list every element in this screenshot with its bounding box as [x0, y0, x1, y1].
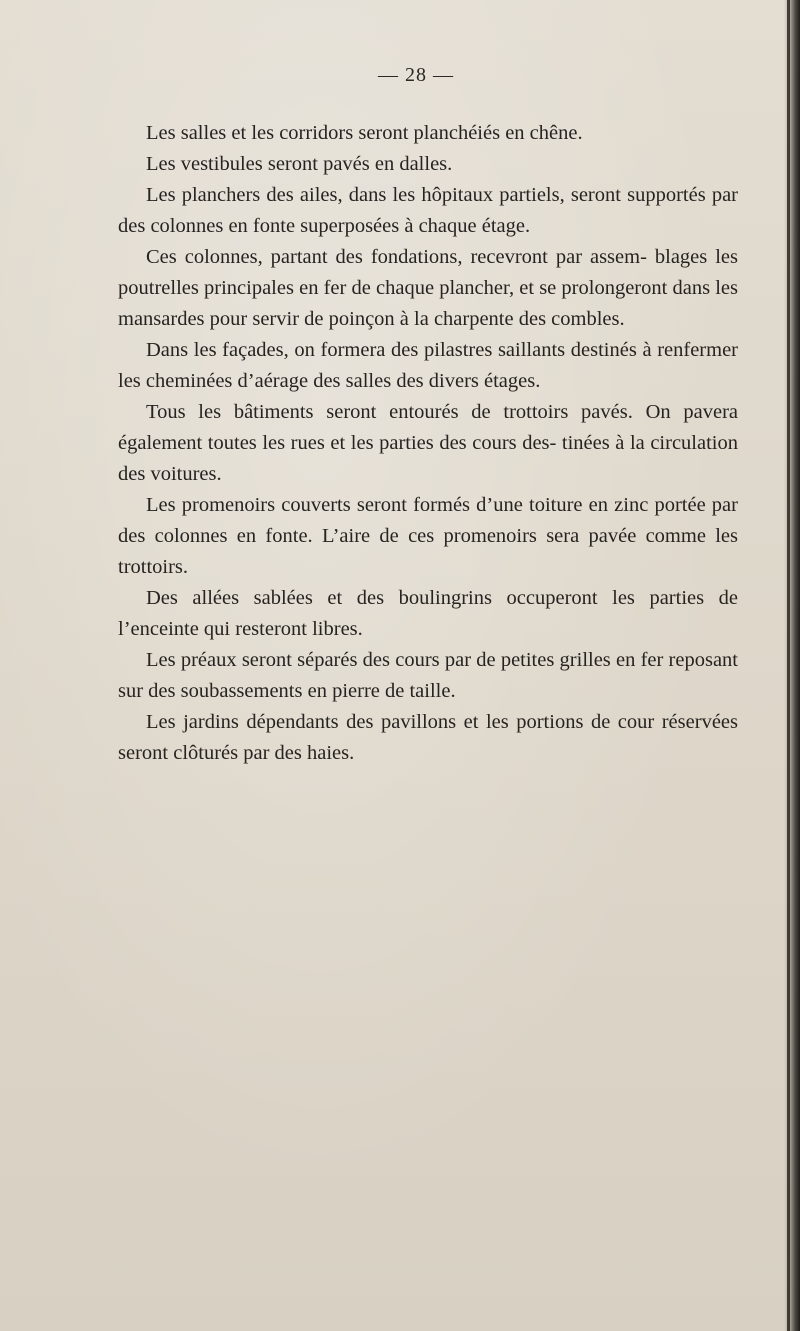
paragraph-8: Des allées sablées et des boulingrins occuperont les parties de l’enceinte qui resteront libres.	[118, 587, 738, 640]
paragraph-2: Les vestibules seront pavés en dalles.	[146, 153, 453, 175]
paragraph-9: Les préaux seront séparés des cours par de petites grilles en fer reposant sur des soubassements en pierre de taille.	[118, 649, 738, 702]
paragraph-1: Les salles et les corridors seront planchéiés en chêne.	[146, 122, 583, 144]
paragraph-3: Les planchers des ailes, dans les hôpitaux partiels, seront supportés par des colonnes en fonte superposées à chaque étage.	[118, 184, 738, 237]
body-text	[118, 118, 738, 769]
paragraph-5: Dans les façades, on formera des pilastres saillants destinés à renfermer les cheminées d’aérage des salles des divers étages.	[118, 339, 738, 392]
page-number: — 28 —	[378, 64, 454, 86]
paragraph-4: Ces colonnes, partant des fondations, recevront par assem- blages les poutrelles principales en fer de chaque plancher, et se prolongeront dans les mansardes pour servir de poinçon à la charpente des combles.	[118, 246, 738, 330]
paragraph-6: Tous les bâtiments seront entourés de trottoirs pavés. On pavera également toutes les rues et les parties des cours des- tinées à la circulation des voitures.	[118, 401, 738, 485]
paragraph-10: Les jardins dépendants des pavillons et les portions de cour réservées seront clôturés par des haies.	[118, 711, 738, 764]
page-edge-line	[787, 0, 790, 1331]
paragraph-7: Les promenoirs couverts seront formés d’une toiture en zinc portée par des colonnes en fonte. L’aire de ces promenoirs sera pavée comme les trottoirs.	[118, 494, 738, 578]
